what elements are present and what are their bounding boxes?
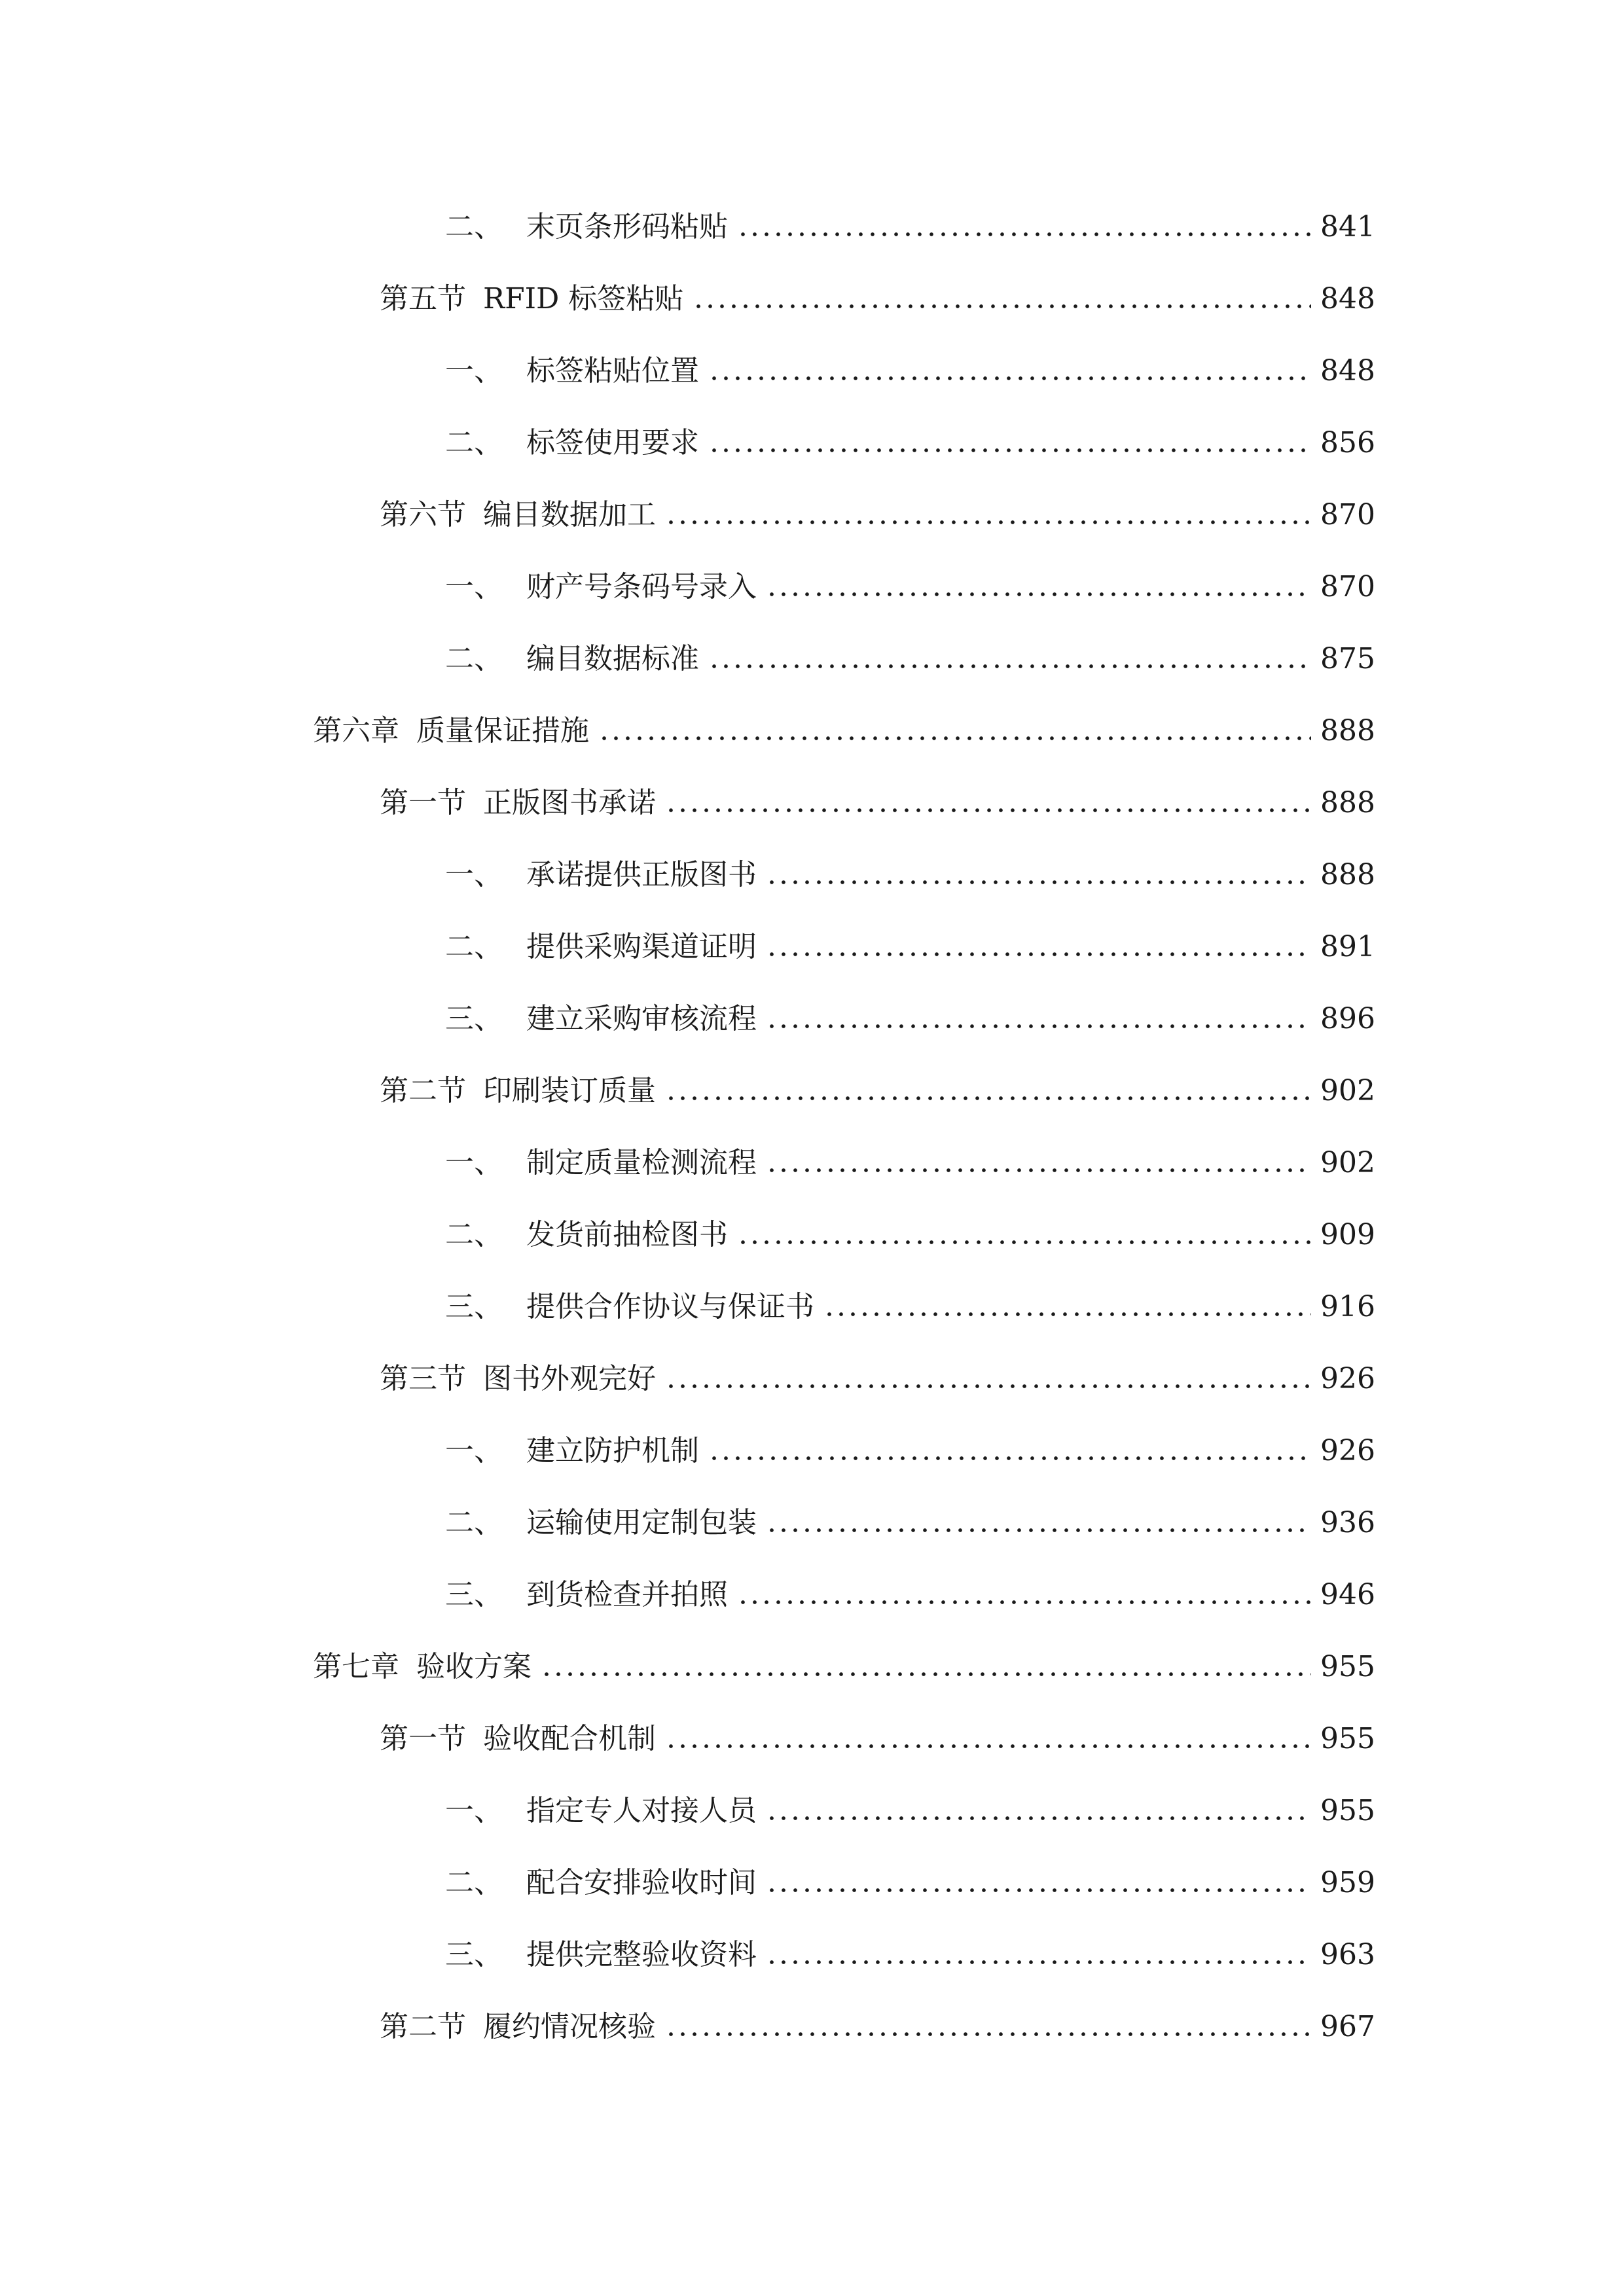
toc-entry-number: 一、 xyxy=(445,1146,503,1179)
toc-entry-number: 三、 xyxy=(445,1938,503,1971)
toc-entry-item[interactable] xyxy=(445,1860,1375,1906)
toc-entry-item[interactable] xyxy=(445,348,1375,394)
toc-entry-item[interactable] xyxy=(445,1500,1375,1546)
toc-entry-title: 编目数据加工 xyxy=(483,498,656,531)
toc-entry-title: 编目数据标准 xyxy=(526,642,699,675)
toc-entry-item[interactable] xyxy=(445,564,1375,610)
toc-entry-number: 三、 xyxy=(445,1290,503,1323)
toc-entry-number: 二、 xyxy=(445,426,503,459)
toc-entry-number: 第一节 xyxy=(380,1722,466,1755)
toc-entry-page: 902 xyxy=(1320,1074,1375,1107)
toc-entry-title: 建立采购审核流程 xyxy=(526,1002,757,1035)
dot-leader xyxy=(598,736,1311,741)
toc-entry-number: 第七章 xyxy=(313,1650,399,1683)
toc-entry-item[interactable] xyxy=(445,204,1375,250)
toc-entry-number: 一、 xyxy=(445,570,503,603)
toc-entry-number: 第六章 xyxy=(313,714,399,747)
toc-entry-page: 848 xyxy=(1320,282,1375,315)
toc-entry-number: 二、 xyxy=(445,210,503,243)
toc-entry-item[interactable] xyxy=(445,420,1375,466)
toc-entry-title: 图书外观完好 xyxy=(483,1362,656,1395)
toc-entry-number: 二、 xyxy=(445,1218,503,1251)
toc-entry-page: 936 xyxy=(1320,1506,1375,1539)
toc-entry-chapter[interactable] xyxy=(313,708,1375,754)
dot-leader xyxy=(766,1960,1311,1965)
toc-entry-page: 967 xyxy=(1320,2010,1375,2043)
toc-entry-page: 963 xyxy=(1320,1938,1375,1971)
toc-entry-title: 履约情况核验 xyxy=(483,2010,656,2043)
toc-entry-item[interactable] xyxy=(445,1212,1375,1258)
dot-leader xyxy=(766,1888,1311,1893)
toc-entry-title: 制定质量检测流程 xyxy=(526,1146,757,1179)
toc-entry-page: 856 xyxy=(1320,426,1375,459)
toc-entry-number: 一、 xyxy=(445,354,503,387)
toc-entry-title: 验收方案 xyxy=(416,1650,532,1683)
toc-entry-item[interactable] xyxy=(445,924,1375,970)
dot-leader xyxy=(766,1024,1311,1029)
toc-entry-page: 909 xyxy=(1320,1218,1375,1251)
toc-entry-title: 承诺提供正版图书 xyxy=(526,858,757,891)
toc-entry-page: 955 xyxy=(1320,1794,1375,1827)
toc-entry-chapter[interactable] xyxy=(313,1644,1375,1690)
toc-entry-title: RFID 标签粘贴 xyxy=(483,282,684,315)
toc-entry-page: 902 xyxy=(1320,1146,1375,1179)
toc-entry-section[interactable] xyxy=(380,780,1375,826)
toc-entry-page: 891 xyxy=(1320,930,1375,963)
toc-entry-item[interactable] xyxy=(445,1572,1375,1618)
dot-leader xyxy=(766,1168,1311,1173)
toc-entry-title: 印刷装订质量 xyxy=(483,1074,656,1107)
dot-leader xyxy=(766,592,1311,597)
toc-entry-title: 质量保证措施 xyxy=(416,714,589,747)
dot-leader xyxy=(737,1240,1311,1245)
dot-leader xyxy=(766,1816,1311,1821)
toc-entry-title: 发货前抽检图书 xyxy=(526,1218,728,1251)
dot-leader xyxy=(708,376,1311,381)
toc-entry-number: 第一节 xyxy=(380,786,466,819)
toc-entry-page: 926 xyxy=(1320,1434,1375,1467)
toc-entry-number: 一、 xyxy=(445,858,503,891)
toc-entry-number: 第五节 xyxy=(380,282,466,315)
toc-entry-item[interactable] xyxy=(445,1788,1375,1834)
toc-entry-page: 946 xyxy=(1320,1578,1375,1611)
toc-entry-page: 870 xyxy=(1320,498,1375,531)
dot-leader xyxy=(541,1672,1311,1677)
toc-entry-title: 提供采购渠道证明 xyxy=(526,930,757,963)
toc-entry-title: 财产号条码号录入 xyxy=(526,570,757,603)
toc-entry-title: 建立防护机制 xyxy=(526,1434,699,1467)
toc-entry-page: 875 xyxy=(1320,642,1375,675)
toc-entry-title: 验收配合机制 xyxy=(483,1722,656,1755)
toc-entry-title: 到货检查并拍照 xyxy=(526,1578,728,1611)
toc-entry-item[interactable] xyxy=(445,636,1375,682)
dot-leader xyxy=(693,304,1311,309)
dot-leader xyxy=(665,1384,1311,1389)
dot-leader xyxy=(665,1096,1311,1101)
toc-entry-title: 正版图书承诺 xyxy=(483,786,656,819)
toc-entry-page: 888 xyxy=(1320,714,1375,747)
toc-entry-number: 二、 xyxy=(445,930,503,963)
toc-entry-item[interactable] xyxy=(445,1932,1375,1978)
dot-leader xyxy=(665,808,1311,813)
toc-entry-item[interactable] xyxy=(445,996,1375,1042)
toc-entry-title: 标签粘贴位置 xyxy=(526,354,699,387)
toc-entry-section[interactable] xyxy=(380,2004,1375,2050)
toc-entry-page: 955 xyxy=(1320,1722,1375,1755)
toc-entry-page: 870 xyxy=(1320,570,1375,603)
toc-entry-title: 标签使用要求 xyxy=(526,426,699,459)
toc-entry-page: 848 xyxy=(1320,354,1375,387)
toc-entry-section[interactable] xyxy=(380,1356,1375,1402)
dot-leader xyxy=(823,1312,1311,1317)
toc-entry-page: 896 xyxy=(1320,1002,1375,1035)
toc-entry-number: 二、 xyxy=(445,1506,503,1539)
dot-leader xyxy=(766,952,1311,957)
toc-entry-number: 二、 xyxy=(445,1866,503,1899)
toc-entry-page: 926 xyxy=(1320,1362,1375,1395)
toc-entry-section[interactable] xyxy=(380,276,1375,322)
toc-entry-title: 提供合作协议与保证书 xyxy=(526,1290,814,1323)
dot-leader xyxy=(737,232,1311,237)
toc-entry-number: 第六节 xyxy=(380,498,466,531)
toc-entry-number: 第二节 xyxy=(380,2010,466,2043)
toc-entry-page: 888 xyxy=(1320,786,1375,819)
dot-leader xyxy=(708,1456,1311,1461)
dot-leader xyxy=(665,520,1311,525)
dot-leader xyxy=(766,880,1311,885)
toc-entry-item[interactable] xyxy=(445,1284,1375,1330)
dot-leader xyxy=(708,664,1311,669)
dot-leader xyxy=(665,2032,1311,2037)
toc-entry-title: 运输使用定制包装 xyxy=(526,1506,757,1539)
toc-entry-page: 959 xyxy=(1320,1866,1375,1899)
toc-entry-page: 888 xyxy=(1320,858,1375,891)
toc-entry-page: 955 xyxy=(1320,1650,1375,1683)
toc-entry-section[interactable] xyxy=(380,492,1375,538)
toc-entry-section[interactable] xyxy=(380,1716,1375,1762)
toc-entry-number: 一、 xyxy=(445,1794,503,1827)
dot-leader xyxy=(737,1600,1311,1605)
toc-entry-title: 末页条形码粘贴 xyxy=(526,210,728,243)
toc-entry-title: 提供完整验收资料 xyxy=(526,1938,757,1971)
toc-entry-item[interactable] xyxy=(445,1140,1375,1186)
toc-entry-number: 三、 xyxy=(445,1578,503,1611)
toc-entry-number: 一、 xyxy=(445,1434,503,1467)
dot-leader xyxy=(665,1744,1311,1749)
toc-entry-page: 841 xyxy=(1320,210,1375,243)
toc-entry-number: 第二节 xyxy=(380,1074,466,1107)
toc-entry-number: 第三节 xyxy=(380,1362,466,1395)
toc-entry-item[interactable] xyxy=(445,1428,1375,1474)
toc-entry-title: 配合安排验收时间 xyxy=(526,1866,757,1899)
toc-entry-item[interactable] xyxy=(445,852,1375,898)
toc-entry-number: 二、 xyxy=(445,642,503,675)
toc-entry-page: 916 xyxy=(1320,1290,1375,1323)
toc-entry-section[interactable] xyxy=(380,1068,1375,1114)
dot-leader xyxy=(708,448,1311,453)
toc-entry-number: 三、 xyxy=(445,1002,503,1035)
dot-leader xyxy=(766,1528,1311,1533)
toc-entry-title: 指定专人对接人员 xyxy=(526,1794,757,1827)
